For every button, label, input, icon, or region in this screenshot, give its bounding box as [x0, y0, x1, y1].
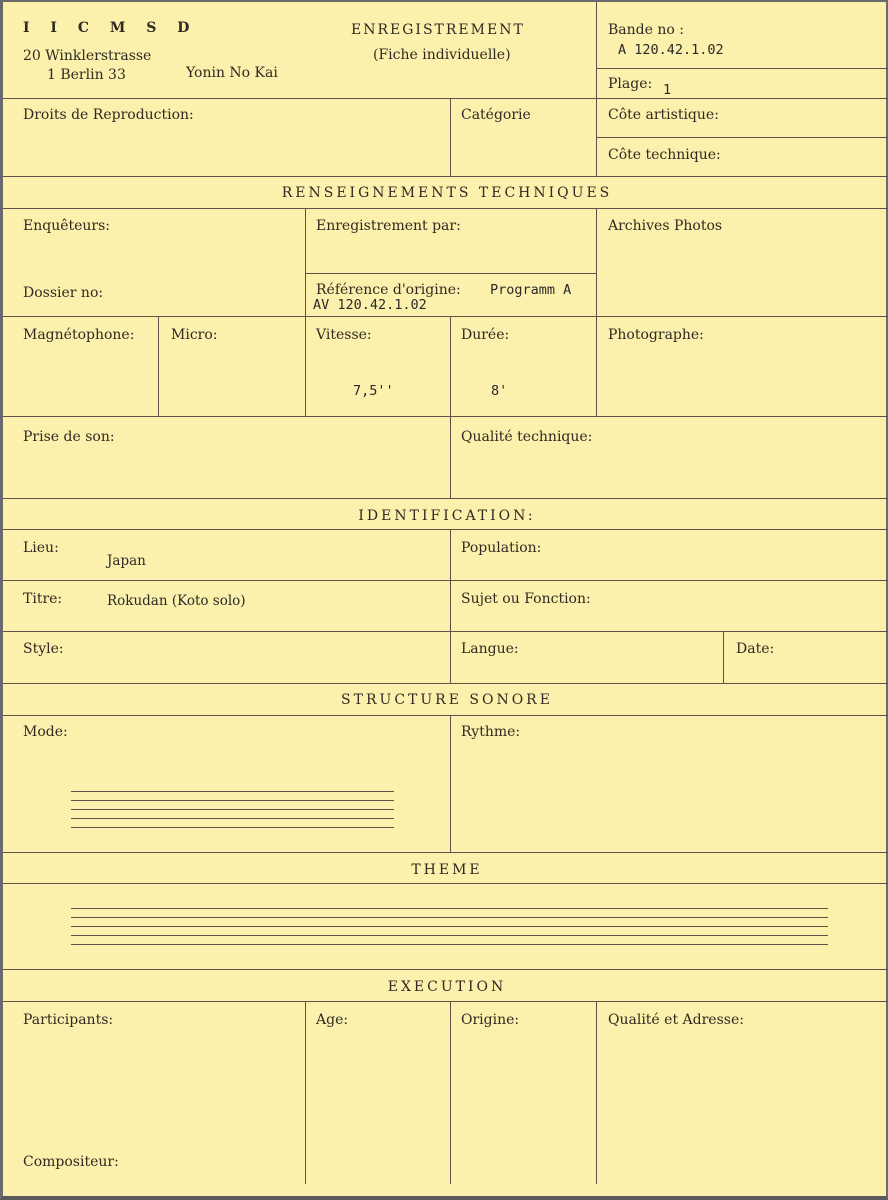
participants-label: Participants:: [23, 1012, 114, 1028]
staff-line: [71, 944, 828, 945]
staff-line: [71, 827, 394, 828]
staff-line: [71, 917, 828, 918]
sujet-label: Sujet ou Fonction:: [461, 591, 591, 607]
micro-label: Micro:: [171, 327, 218, 343]
archives-photos-label: Archives Photos: [608, 218, 723, 234]
duree-value: 8': [491, 383, 508, 399]
origine-label: Origine:: [461, 1012, 520, 1028]
rule: [305, 273, 596, 274]
bande-value: A 120.42.1.02: [618, 42, 724, 58]
institute-logo: I I C M S D: [23, 20, 198, 36]
rule: [3, 715, 888, 716]
structure-section-title: STRUCTURE SONORE: [341, 692, 553, 708]
qualite-technique-label: Qualité technique:: [461, 429, 593, 445]
dossier-label: Dossier no:: [23, 285, 104, 301]
rule: [3, 683, 888, 684]
rule: [596, 208, 597, 316]
vitesse-label: Vitesse:: [316, 327, 372, 343]
rule: [3, 208, 888, 209]
form-title: ENREGISTREMENT: [351, 22, 525, 38]
titre-value: Rokudan (Koto solo): [107, 593, 246, 609]
identification-section-title: IDENTIFICATION:: [358, 508, 536, 524]
droits-label: Droits de Reproduction:: [23, 107, 194, 123]
rule: [3, 969, 888, 970]
style-label: Style:: [23, 641, 64, 657]
rule: [450, 529, 451, 683]
staff-line: [71, 809, 394, 810]
staff-line: [71, 800, 394, 801]
plage-label: Plage:: [608, 76, 653, 92]
vitesse-value: 7,5'': [353, 383, 394, 399]
cote-artistique-label: Côte artistique:: [608, 107, 719, 123]
age-label: Age:: [316, 1012, 349, 1028]
rule: [3, 176, 888, 177]
titre-label: Titre:: [23, 591, 63, 607]
tech-section-title: RENSEIGNEMENTS TECHNIQUES: [281, 185, 613, 201]
lieu-label: Lieu:: [23, 540, 59, 556]
reference-value-av: AV 120.42.1.02: [313, 297, 427, 313]
rule: [596, 1001, 597, 1184]
population-label: Population:: [461, 540, 542, 556]
date-label: Date:: [736, 641, 775, 657]
rule: [450, 316, 451, 498]
rule: [450, 1001, 451, 1184]
rythme-label: Rythme:: [461, 724, 521, 740]
cote-technique-label: Côte technique:: [608, 147, 721, 163]
staff-line: [71, 818, 394, 819]
rule: [596, 137, 888, 138]
rule: [596, 68, 888, 69]
staff-line: [71, 908, 828, 909]
theme-section-title: THEME: [411, 862, 483, 878]
rule: [596, 2, 597, 177]
mode-label: Mode:: [23, 724, 68, 740]
rule: [3, 883, 888, 884]
reference-value-programm: Programm A: [490, 282, 572, 298]
prise-de-son-label: Prise de son:: [23, 429, 115, 445]
rule: [158, 316, 159, 416]
rule: [723, 631, 724, 683]
rule: [3, 852, 888, 853]
rule: [450, 715, 451, 852]
plage-value: 1: [663, 82, 672, 98]
rule: [3, 498, 888, 499]
form-subtitle: (Fiche individuelle): [373, 47, 511, 63]
rule: [3, 631, 888, 632]
rule: [3, 1001, 888, 1002]
execution-section-title: EXECUTION: [387, 979, 507, 995]
address-street: 20 Winklerstrasse: [23, 48, 152, 64]
rule: [596, 316, 597, 416]
categorie-label: Catégorie: [461, 107, 531, 123]
rule: [450, 98, 451, 177]
rule: [305, 1001, 306, 1184]
photographe-label: Photographe:: [608, 327, 704, 343]
compositeur-label: Compositeur:: [23, 1154, 119, 1170]
enregistrement-par-label: Enregistrement par:: [316, 218, 461, 234]
rule: [3, 98, 888, 99]
rule: [3, 416, 888, 417]
langue-label: Langue:: [461, 641, 519, 657]
duree-label: Durée:: [461, 327, 510, 343]
magnetophone-label: Magnétophone:: [23, 327, 135, 343]
performer-name: Yonin No Kai: [186, 65, 278, 81]
staff-line: [71, 935, 828, 936]
bande-label: Bande no :: [608, 22, 684, 38]
staff-line: [71, 791, 394, 792]
lieu-value: Japan: [107, 553, 146, 569]
reference-label: Référence d'origine:: [316, 282, 461, 298]
staff-line: [71, 926, 828, 927]
rule: [3, 316, 888, 317]
rule: [3, 529, 888, 530]
address-city: 1 Berlin 33: [47, 67, 126, 83]
qualite-adresse-label: Qualité et Adresse:: [608, 1012, 744, 1028]
enqueteurs-label: Enquêteurs:: [23, 218, 111, 234]
rule: [305, 208, 306, 416]
rule: [3, 580, 888, 581]
